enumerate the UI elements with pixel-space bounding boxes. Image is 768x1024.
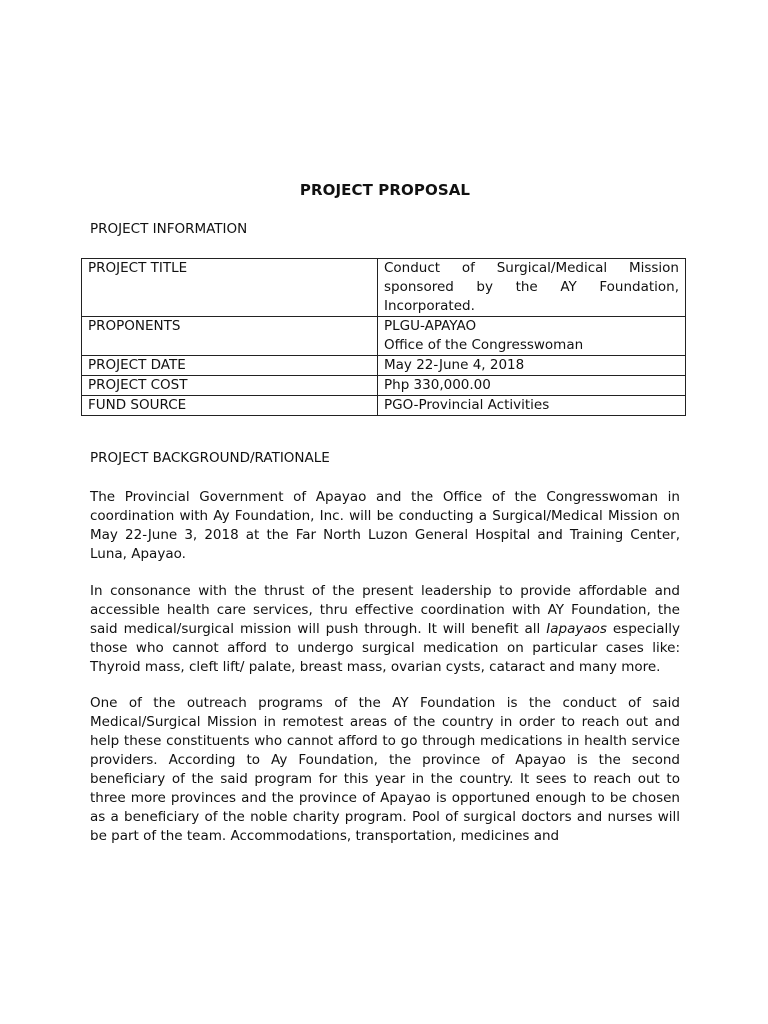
background-rationale-heading: PROJECT BACKGROUND/RATIONALE [90, 450, 330, 466]
fund-source-value: PGO-Provincial Activities [378, 396, 686, 416]
project-date-label: PROJECT DATE [82, 356, 378, 376]
project-information-table [81, 258, 686, 416]
project-title-value-line: Conduct of Surgical/Medical Mission sponsored by the AY Foundation, [384, 260, 679, 295]
table-row [82, 259, 686, 317]
proponents-value-line: Office of the Congresswoman [384, 337, 584, 353]
project-cost-label: PROJECT COST [82, 376, 378, 396]
project-information-heading: PROJECT INFORMATION [90, 221, 248, 237]
fund-source-label: FUND SOURCE [82, 396, 378, 416]
page-title: PROJECT PROPOSAL [299, 181, 471, 199]
table-row [82, 317, 686, 356]
table-row [82, 376, 686, 396]
table-row [82, 356, 686, 376]
project-date-value: May 22-June 4, 2018 [378, 356, 686, 376]
proponents-value-line: PLGU-APAYAO [384, 318, 477, 334]
rationale-paragraph-2 [90, 582, 680, 677]
paragraph-2-text-end: especially those who cannot afford to undergo surgical medication on particular cases like: Thyroid mass, cleft lift/ palate, breast mass, ovarian cysts, cataract and many more. [90, 621, 681, 675]
project-title-value-line: Incorporated. [384, 298, 475, 314]
proponents-label: PROPONENTS [82, 317, 378, 356]
paragraph-2-italic-term: Iapayaos [546, 621, 607, 637]
table-row [82, 396, 686, 416]
project-title-value [378, 259, 686, 317]
rationale-paragraph-1: The Provincial Government of Apayao and the Office of the Congresswoman in coordination with Ay Foundation, Inc. will be conducting a Surgical/Medical Mission on May 22-June 3, 2018 at the Far North Luzon General Hospital and Training Center, Luna, Apayao. [90, 489, 680, 562]
paragraph-2-text-start: In consonance with the thrust of the present leadership to provide affordable and accessible health care services, thru effective coordination with AY Foundation, the said medical/surgical mission will push through. It will benefit all [90, 583, 680, 637]
project-cost-value: Php 330,000.00 [378, 376, 686, 396]
project-title-label: PROJECT TITLE [82, 259, 378, 317]
proponents-value [378, 317, 686, 356]
rationale-paragraph-3: One of the outreach programs of the AY Foundation is the conduct of said Medical/Surgical Mission in remotest areas of the country in order to reach out and help these constituents who cannot afford to go through medications in health service providers. According to Ay Foundation, the province of Apayao is the second beneficiary of the said program for this year in the country. It sees to reach out to three more provinces and the province of Apayao is opportuned enough to be chosen as a beneficiary of the noble charity program. Pool of surgical doctors and nurses will be part of the team. Accommodations, transportation, medicines and [90, 695, 680, 844]
